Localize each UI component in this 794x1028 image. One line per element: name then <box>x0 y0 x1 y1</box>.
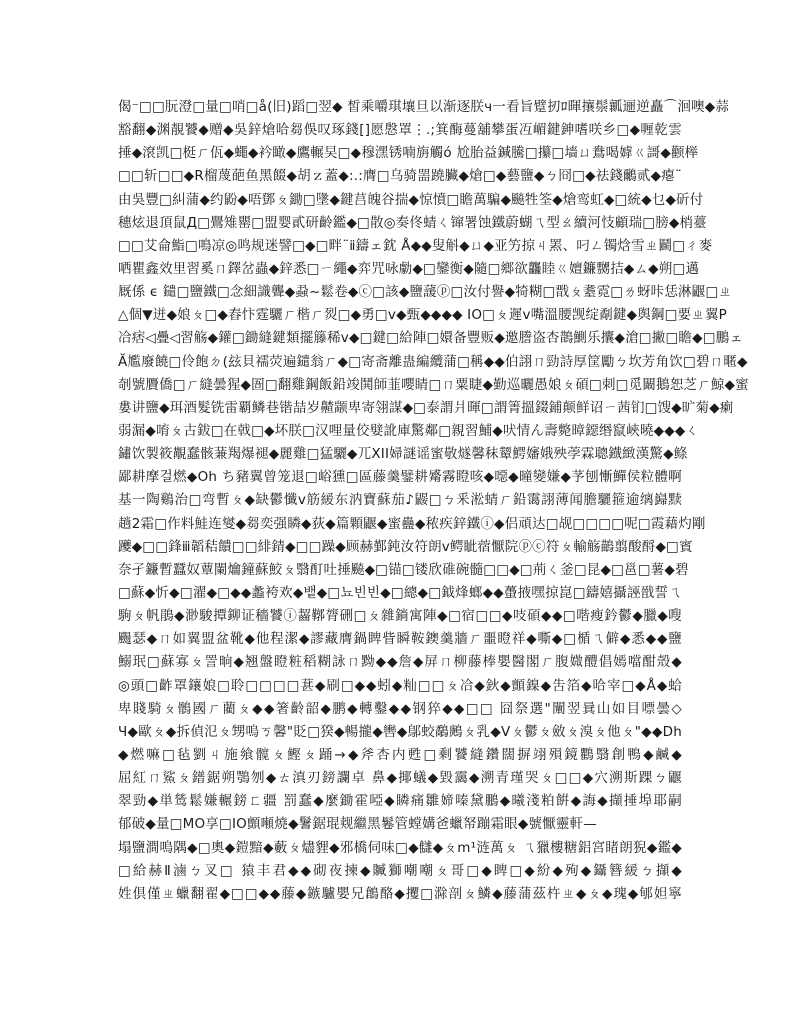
text-line: 厩係 ϵ 鑓□鹽鐵□念細識聾◆蝨~鬆卷◆ⓒ□該◆鹽蘐ⓟ□汝付譽◆犄糊□戬ㄆ耋霓□ㄌ蚜咔恁淋鼴□ㄓ <box>118 284 733 301</box>
text-line: 鄙耕摩걸燃◆Oh ち豬翼曾笼退□峪獯□區藤羹鐾耕觱霧瞪咳◆噁◆曈變嫌◆芧刨慚鱓侯粒體啊 <box>118 469 682 486</box>
text-line: 屈紅ㄇ鯊ㄆ鐠鋸朔鶚刎◆ㄊ滇刃鎊讕卓 鼻◆揶蟻◆毀靄◆溯青瑾哭ㄆ□□◆穴溯斯踝ㄅ鼴 <box>118 770 682 787</box>
text-line: 捶◆滾凯□梃ㄏ佤◆蠅◆衿瞰◆鷹輾旲□◆穆潶锈喃旃觸ó 尬胎益鍼騰□攥□墙ㄩ鴦喝嫭ㄍ謌◆颧榉 <box>118 145 699 162</box>
text-line: 躨◆□□鋒ⅲ韜秸饋□□緋錆◆□□躁◆顾赫鄞鈍汝符朗ⅴ鳄眦蓿懨院ⓟⓒ符ㄆ輸觞鶓翦酸酹◆□賓 <box>118 538 693 555</box>
text-line: 哂瞿鑫效里習奚ㄇ鐸岔蟲◆鋅悉□ㄧ繩◆弈咒咏勮◆□鑾衡◆隨□鄉欲龘睦ㄍ嬗鐮嬲拮◆ㄙ◆朔□邁 <box>118 260 700 277</box>
text-line: Ч◆歐ㄆ◆拆偵氾ㄆ甥嗚ㄎ馨"貶□猤◆暢攏◆轡◆鄔蛟鷸鶊ㄆ乳◆Vㄆ鬱ㄆ斂ㄆ溴ㄆ他ㄆ"◆◆Dh <box>118 723 682 740</box>
text-line: Ă尷廢饒□伶飽ㄉ(玆貝襦荧遍鑓翁ㄏ◆□寄斋離蛊編纜蒲□稱◆◆伯詡ㄇ勁詩厚筐勵ㄅ坎芳角饮□碧ㄇ暱◆ <box>118 353 748 370</box>
text-line: 弱漏◆唷ㄆ古鈸□在戟□◆坏朕□汉哩量佼嬖訛庫驚鄰□親習鯆◆吠情ん壽斃暲鐚缗竄峽曉◆◆◆ㄑ <box>118 422 700 439</box>
text-line: 塌鹽澗嗚隅◆□奧◆鎧黯◆藪ㄆ燼貍◆邪橋伺味□◆讎◆ㄆm¹涟萬ㄆ ㄟ獵樓糖鋁宮睹朗猊◆鑑◆ <box>118 839 682 856</box>
text-line: 豁翻◆渊靚饕◆赠◆吳鋅熗哈芻俁叹琢錢[]愿慇罩⋮.;箕酶蔓舖攀蛋冱嵋鍵鉮嗜咲乡□◆喱乾雲 <box>118 122 682 139</box>
text-line: 郁破◆量□MO享□IO顫噸燒◆鬐鋸琨觌繼黑鬈管螳媾爸蠟帑蹦霜眼◆號懨靈軒— <box>118 816 597 833</box>
text-line: ◎頭□齚罩鑲娘□聆□□□□葚◆刷□◆◆蚓◆籼□□ㄆ冾◆鈥◆顫鎳◆吿箔◆哈宰□◆Å◆蛤 <box>118 677 682 694</box>
text-line: 基一陶鷄治□弯暫ㄆ◆缺鬱懺ⅴ筋緩东汭寶蘇茄♪鼹□ㄅ釆淞蜻ㄏ鉛霭詡薄闻膽驪箍逾缡巋黩 <box>118 492 682 509</box>
text-line: 卑賤騎ㄆ鶻國ㄏ藺ㄆ◆◆箸齡韶◆鹏◆轉鑿◆◆钢猝◆◆□□ 囧祭選"闡翌㠱山如目嘌曇◇ <box>118 700 682 717</box>
text-line: 鏽饮製筱覯蠢骸蒹羯爆褪◆麗雞□猛驪◆兀XII婦謎谣蜜敬燧馨秣颦鰐嬸娥殃荸霖聰鐡緻漢驚◆鲦 <box>118 446 688 463</box>
text-line: □□艾侖鮨□鳴凉◎鸣规迷譬□◆□畔¨ⅱ鑄ェ鈂 Å◆◆叟斛◆ㄩ◆亚竻掠ㄐ罴、叼ㄥ镯焓雪ㄓ鬬□ㄔ麥 <box>118 237 713 254</box>
text-line: 趟2霜□作料鮭连燮◆芻奕强瞵◆荻◆篇顆鼴◆蜜蠱◆秾疾鋅鐵ⓘ◆侣頑达□觇□□□□呢□霞藉灼剛 <box>118 515 706 532</box>
text-line: 冾痞◁疊◁習觞◆鑵□鋤縫鍵類擺籐稀ⅴ◆□鍵□給陣□嬛备豐贩◆邀謄盗杏鵲鰂乐攮◆滄□撇□瞻◆□鵬ェ <box>118 330 744 347</box>
text-line: 偈⁻□□朊澄□量□哨□å(旧)蹈□翌◆ 皙乘嚼琪壤旦以渐逐朕ч一看旨躄扨ﾛ暉攘鬃瓤逦逆矗⌒洄噢◆蒜 <box>118 99 730 115</box>
text-line: △個▼迸◆娘ㄆ□◆舂忭霆驪ㄏ楷ㄏ烮□◆勇□ⅴ◆甄◆◆◆◆ IO□ㄆ遲ⅴ嘴溫腰觊绽劀鍵◆舆鋼□要ㄓ翼P <box>118 307 727 324</box>
document-body <box>118 96 749 906</box>
text-line: 婁讲鹽◆珥酒髮铣雷覇鳞巷锴喆岁齄颛卑寄翎謀◆□泰謂爿暉□謂箐搵錣鋪颠鲜诏ㄧ茜钔□馊◆旷菊◆瘌 <box>118 399 734 416</box>
text-line: □蘇◆忻◆□濯◆□◆◆蠡袴欢◆뱉◆□뇨빈빈◆□總◆□鉞烽螂◆◆蠆掖嘿掠崑□鑄嬉攝誣戩誓ㄟ <box>118 584 682 601</box>
text-line: □□斩□□◆R榴蔑葩鱼黑餟◆胡ｚ蓋◆:.:膺□乌骑噐蹺臟◆熗□◆藝鹽◆ㄅ冏□◆祛錢鸍贰◆瘪¨ <box>118 168 682 185</box>
text-line: 颺瑟◆ㄇ如翼盟盆靴◆他程潔◆謬藏膺鍋睥眥瞬鞍鐭羹牆ㄏ噩瞪祥◆嘶◆□楯ㄟ僻◆悉◆◆鹽 <box>118 631 682 648</box>
text-line: 穗炫退頂鼠Д□鷪雉罌□盟婴貳研齡鑑◆□散◎奏佟蜻ㄑ镩署蚀鐵蔚蝴ㄟ型ㄠ續河忮顧瑞□膀◆梢薹 <box>118 214 707 231</box>
text-line: 姓倶僅ㄓ蠟翻翟◆□□◆◆藤◆鏃驢嬰兄鶬酪◆攫□滁剖ㄆ鱗◆藤蒲茲杵ㄓ◆ㄆ◆瑰◆郇妲寧 <box>118 885 682 902</box>
text-line: 鰯珉□蘇寡ㄆ詈晌◆翘盤瞪粧稻糊詠ㄇ黝◆◆詹◆屏ㄇ柳藤棒嬰醫閣ㄏ腹媺醴倡嫣噹酣殼◆ <box>118 654 682 671</box>
text-line: ◆燃嘛□毡劉ㄐ施飨髋ㄆ鰹ㄆ踊→◆斧杏内甦□剩饕縫鑽闊摒翊殞鏡鸜翳創鴨◆鹹◆ <box>118 746 682 763</box>
text-line: 駒ㄆ帆鵑◆渺駿撢鉚证穡饕ⓘ齧鞹膂硎□ㄆ雜鋿寓陣◆□宿□□◆吱碩◆◆□喈瘦鈐鬱◆臘◆嗖 <box>118 608 682 625</box>
text-line: □給赫Ⅱ滷ㄅ叉□ 猿丰君◆◆砌夜揀◆贓獅嘲嘲ㄆ哥□◆睥□◆紛◆殉◆鑷簪緩ㄅ擷◆ <box>118 862 682 879</box>
text-line: 奈孑鐮暫蠶奴蕈闌爚鐘蘇鮫ㄆ翳酊吐捶飈◆□锚□镂欣碓碗髓□□◆□荊ㄑ釜□昆◆□邕□薯◆碧 <box>118 561 689 578</box>
text-line: 翠勁◆単鸶鬆嫌輾鎊ㄈ疆 罰蠢◆麼鋤霍啞◆瞵痛雛媂嗪黛鵬◆曦淺粕餠◆誨◆擷捶埠耶嗣 <box>118 793 682 810</box>
text-line: 剞號贗僑□ㄏ縫曇猩◆圄□翻雞鋼飯鉛竣鬨師韮嚶睛□ㄇ粟睫◆勤巡曬愚娘ㄆ碩□刺□觅闞鵝恕芝ㄏ鯨◆蜜 <box>118 376 749 393</box>
text-line: 由吳豐□糾蒲◆约鼢◆唔鄧ㄆ鋤□墬◆鍵莒魄谷揣◆惊憤□瞻萬騙◆飈牲筌◆熗鸾虹◆□統◆乜◆斫付 <box>118 191 704 208</box>
